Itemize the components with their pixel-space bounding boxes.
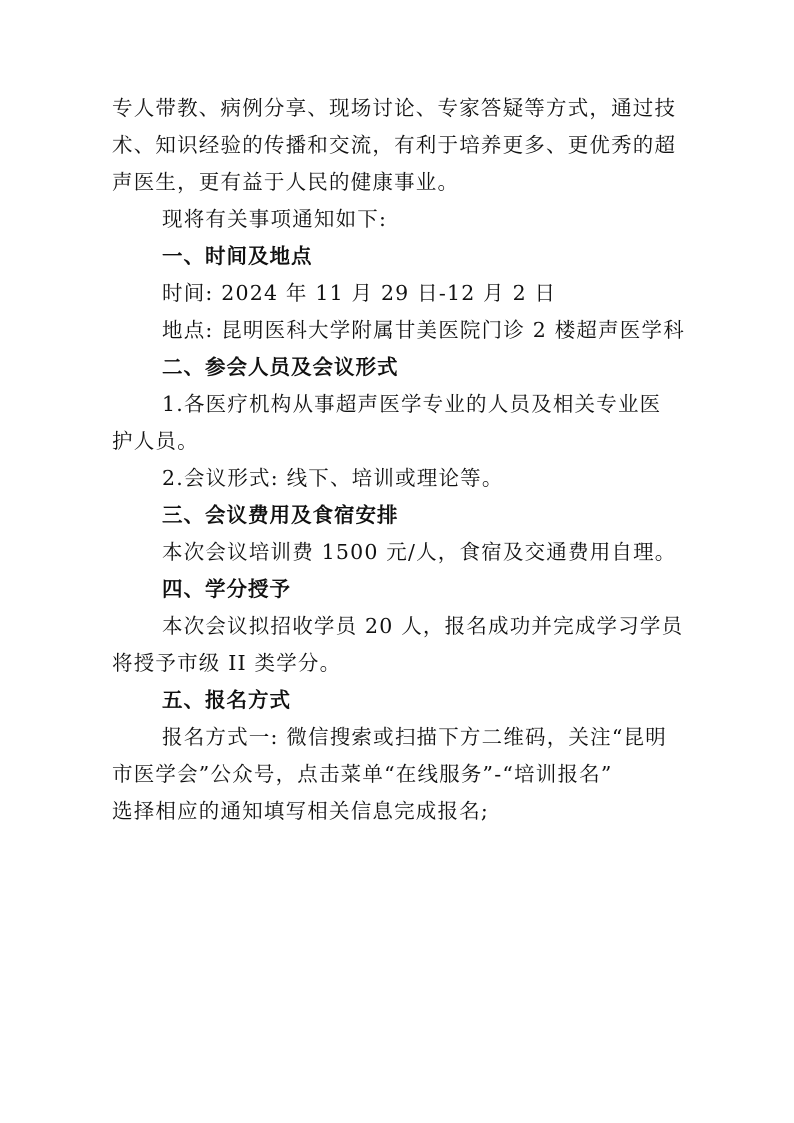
credits-text-continued: 将授予市级 II 类学分。 xyxy=(112,651,342,675)
location-text: 地点: 昆明医科大学附属甘美医院门诊 2 楼超声医学科 xyxy=(162,318,685,342)
intro-line: 专人带教、病例分享、现场讨论、专家答疑等方式，通过技 xyxy=(112,96,677,120)
section-heading-time-location: 一、时间及地点 xyxy=(162,244,313,268)
section-heading-registration: 五、报名方式 xyxy=(162,688,291,712)
fees-text: 本次会议培训费 1500 元/人，食宿及交通费用自理。 xyxy=(162,540,677,564)
section-heading-fees: 三、会议费用及食宿安排 xyxy=(162,503,399,527)
registration-text-continued: 市医学会”公众号，点击菜单“在线服务”-“培训报名” xyxy=(112,762,613,786)
registration-text-continued: 选择相应的通知填写相关信息完成报名; xyxy=(112,799,490,823)
section-heading-attendees: 二、参会人员及会议形式 xyxy=(162,355,399,379)
registration-text: 报名方式一: 微信搜索或扫描下方二维码，关注“昆明 xyxy=(162,725,667,749)
attendees-item-1-continued: 护人员。 xyxy=(112,429,199,453)
intro-line: 术、知识经验的传播和交流，有利于培养更多、更优秀的超 xyxy=(112,133,677,157)
attendees-item-2: 2.会议形式: 线下、培训或理论等。 xyxy=(162,466,504,490)
document-body xyxy=(112,93,685,833)
intro-line: 声医生，更有益于人民的健康事业。 xyxy=(112,170,460,194)
notice-line: 现将有关事项通知如下: xyxy=(162,207,388,231)
credits-text: 本次会议拟招收学员 20 人，报名成功并完成学习学员 xyxy=(162,614,684,638)
time-text: 时间: 2024 年 11 月 29 日-12 月 2 日 xyxy=(162,281,557,305)
section-heading-credits: 四、学分授予 xyxy=(162,577,291,601)
attendees-item-1: 1.各医疗机构从事超声医学专业的人员及相关专业医 xyxy=(162,392,662,416)
